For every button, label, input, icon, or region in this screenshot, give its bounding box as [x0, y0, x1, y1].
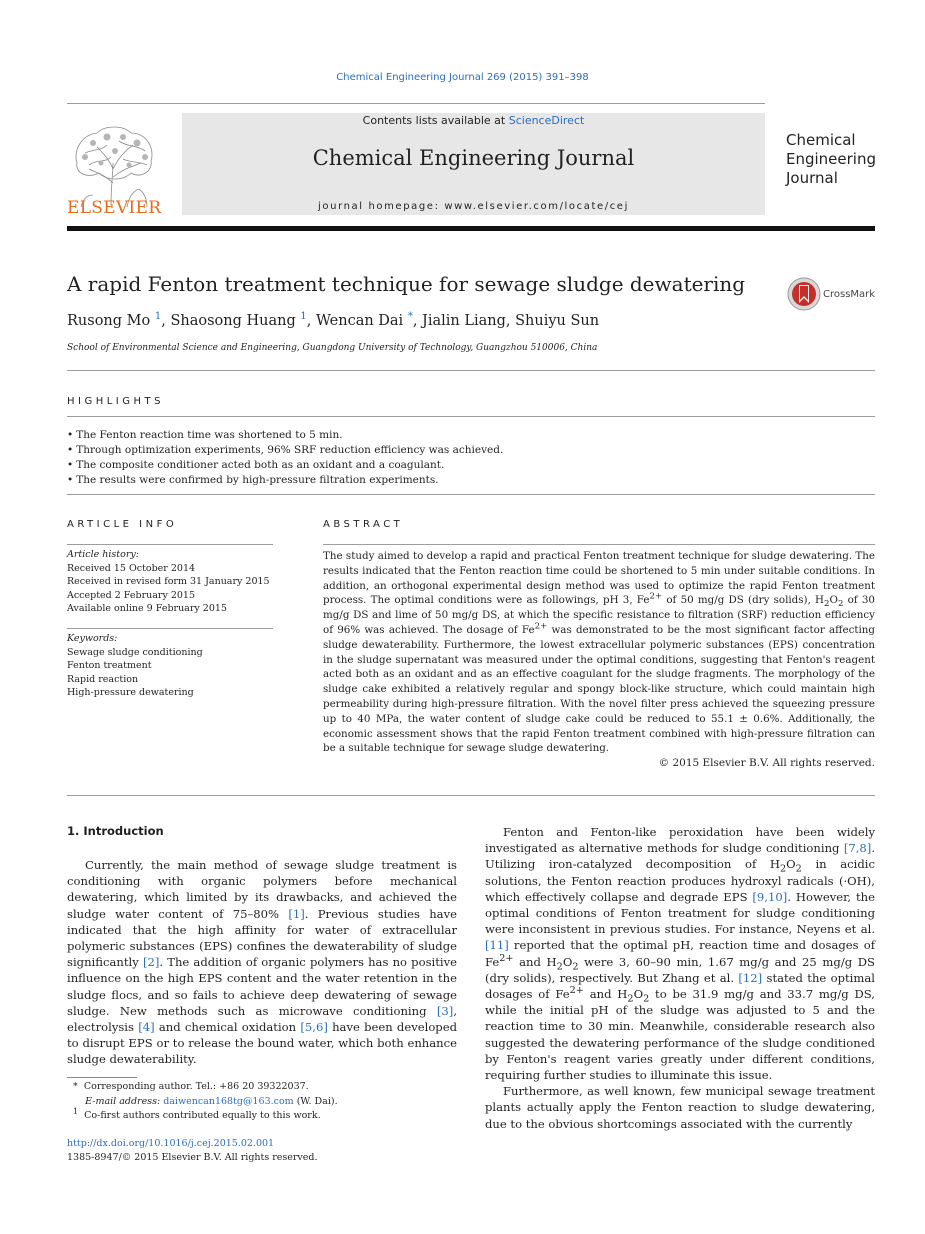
author-name: Jialin Liang [422, 313, 506, 329]
intro-text-run: were 3, 60–90 min, 1.67 mg/g and 25 mg/g DS (dry solids), respectively. But Zhang et al. [485, 954, 875, 985]
highlights-list [67, 428, 503, 488]
reference-link[interactable]: [11] [485, 938, 509, 953]
keyword: Rapid reaction [67, 673, 139, 685]
intro-text-run: to be 31.9 mg/g and 33.7 mg/g DS, while the initial pH of the sludge was adjusted to 5 and the reaction time to 30 min. Meanwhile, considerable research also suggested the dewatering performance of the sludge conditioned by Fenton's reagent varies greatly under different conditions, requiring further studies to illuminate this issue. [485, 987, 875, 1083]
footnote-divider [67, 1077, 137, 1078]
keywords [67, 632, 203, 700]
intro-text-run: have been developed to disrupt EPS or to release the bound water, which both enhance sludge dewaterability. [67, 1020, 458, 1067]
reference-link[interactable]: [3] [436, 1003, 454, 1018]
history-entry: Accepted 2 February 2015 [67, 589, 196, 601]
abstract-text-run: was demonstrated to be the most significant factor affecting sludge dewaterability. Furthermore, the lowest extracellular polymeric substances (EPS) concentration in the sludge supernatant was measured under the optimal conditions, suggesting that Fenton's reagent acted both as an oxidant and as an effective coagulant for the sludge fragments. The morphology of the sludge cake exhibited a relatively regular and spongy block-like structure, which could maintain high permeability during high-pressure filtration. With the novel filter press achieved the squeezing pressure up to 40 MPa, the water content of sludge cake could be reduced to 55.1 ± 0.6%. Additionally, the economic assessment shows that the rapid Fenton treatment combined with high-pressure filtration can be a suitable technique for sewage sludge dewatering. [323, 623, 875, 755]
author-name: Rusong Mo [67, 313, 151, 329]
introduction-paragraph: Furthermore, as well known, few municipal sewage treatment plants actually apply the Fenton reaction to sludge dewatering, due to the obvious shortcomings associated with the currently [485, 1084, 875, 1131]
article-info-heading: ARTICLE INFO [67, 519, 178, 530]
intro-text-run: . Previous studies have indicated that the high affinity for water of extracellular polymeric substances (EPS) confines the dewaterability of sludge significantly [67, 906, 457, 970]
section-divider [67, 795, 875, 796]
history-entry: Available online 9 February 2015 [67, 603, 227, 614]
footnote-mark: 1 [73, 1106, 79, 1116]
intro-text-run: O [633, 987, 644, 1002]
highlight-item: • Through optimization experiments, 96% SRF reduction efficiency was achieved. [67, 443, 503, 458]
keyword: Fenton treatment [67, 660, 152, 671]
abstract-text-run: of 30 mg/g DS and lime of 50 mg/g DS, at which the specific resistance to filtration (SRF) reduction efficiency of 96% was achieved. The dosage of Fe [323, 594, 875, 636]
journal-reference[interactable]: Chemical Engineering Journal 269 (2015) 391–398 [336, 72, 589, 83]
reference-link[interactable]: [4] [138, 1020, 155, 1035]
intro-text-run: and chemical oxidation [154, 1020, 301, 1035]
highlights-heading: HIGHLIGHTS [67, 396, 164, 407]
abstract-text-run: O [829, 594, 838, 607]
author-name: Shaosong Huang [170, 313, 296, 329]
reference-link[interactable]: [7,8] [843, 841, 872, 856]
subscript: 2 [572, 960, 579, 972]
intro-text-run: . The addition of organic polymers has no positive influence on the high EPS content and the water retention in the sludge flocs, and so fails to achieve deep dewatering of sewage sludge. New methods such as microwave conditioning [67, 955, 458, 1018]
article-title: A rapid Fenton treatment technique for sewage sludge dewatering [67, 272, 746, 296]
author-name: Shuiyu Sun [515, 313, 600, 329]
cover-title-line: Engineering [786, 150, 876, 168]
intro-text-run: stated the optimal dosages of Fe [485, 970, 875, 1002]
email-label: E-mail address: [85, 1095, 164, 1107]
keyword: Sewage sludge conditioning [67, 646, 203, 658]
subscript: 2 [795, 863, 802, 875]
abstract-body [323, 549, 875, 756]
doi-link[interactable]: http://dx.doi.org/10.1016/j.cej.2015.02.001 [67, 1138, 275, 1149]
highlight-item: • The composite conditioner acted both as an oxidant and a coagulant. [67, 458, 503, 473]
superscript: 2+ [569, 985, 584, 997]
email-link[interactable]: daiwencan168tg@163.com [163, 1095, 294, 1107]
reference-link[interactable]: [12] [738, 970, 763, 985]
header-thick-divider [67, 226, 875, 231]
footnote-text: Corresponding author. Tel.: +86 20 39322037. [83, 1081, 309, 1092]
affiliation: School of Environmental Science and Engineering, Guangdong University of Technology, Guangzhou 510006, China [67, 343, 598, 353]
abstract-text-run: of 50 mg/g DS (dry solids), H [662, 594, 825, 607]
top-divider [67, 103, 765, 104]
introduction-paragraph [67, 857, 457, 1068]
abstract-subscript: 2 [824, 599, 830, 610]
journal-cover-title [786, 131, 876, 188]
contents-line [182, 114, 765, 127]
section-divider [67, 370, 875, 371]
reference-link[interactable]: [9,10] [752, 889, 788, 904]
intro-text-run: Fenton and Fenton-like peroxidation have been widely investigated as alternative methods for sludge conditioning [485, 825, 875, 856]
abstract-heading: ABSTRACT [323, 519, 404, 530]
contents-prefix: Contents lists available at [362, 114, 509, 127]
intro-text-run: reported that the optimal pH, reaction time and dosages of Fe [485, 938, 875, 969]
intro-text-run: and H [583, 987, 628, 1002]
keywords-label: Keywords: [67, 633, 118, 644]
section-divider [67, 416, 875, 417]
intro-text-run: . Utilizing iron-catalyzed decomposition of H [485, 841, 875, 872]
footnote-cofirst [67, 1106, 338, 1124]
journal-homepage[interactable]: journal homepage: www.elsevier.com/locate/cej [318, 201, 629, 212]
article-history [67, 548, 270, 616]
doi-block [67, 1137, 318, 1165]
introduction-heading: 1. Introduction [67, 824, 164, 838]
intro-text-run: O [562, 954, 573, 969]
author-footnote-mark[interactable]: * [407, 311, 413, 323]
info-divider [67, 544, 273, 545]
footnotes [67, 1080, 338, 1124]
intro-text-run: . However, the optimal conditions of Fenton treatment for sludge conditioning were inconsistent in previous studies. For instance, Neyens et al. [485, 889, 875, 937]
journal-title: Chemical Engineering Journal [312, 146, 635, 170]
subscript: 2 [627, 993, 634, 1005]
author-list: Rusong Mo $^1$, Shaosong Huang $^1$, Wencan Dai *, Jialin Liang, Shuiyu Sun [67, 311, 600, 329]
footnote-email [67, 1095, 338, 1110]
footnote-text: Co-first authors contributed equally to this work. [84, 1110, 321, 1121]
history-label: Article history: [67, 549, 139, 560]
footnote-corresponding [67, 1080, 338, 1095]
abstract-text-run: The study aimed to develop a rapid and practical Fenton treatment technique for sludge dewatering. The results indicated that the Fenton reaction time could be shortened to 5 min under suitable conditions. In addition, an orthogonal experimental design method was used to optimize the rapid Fenton treatment process. The optimal conditions were as followings, pH 3, Fe [323, 550, 875, 607]
abstract-superscript: 2+ [534, 621, 548, 632]
intro-text-run: , electrolysis [67, 1003, 457, 1035]
keyword: High-pressure dewatering [67, 687, 194, 698]
introduction-right-column [485, 824, 875, 1132]
intro-text-run: and H [513, 954, 557, 969]
footnote-mark: * [73, 1081, 78, 1092]
author-name: Wencan Dai [315, 313, 404, 329]
crossmark-label[interactable]: CrossMark [823, 289, 876, 300]
history-entry: Received in revised form 31 January 2015 [67, 576, 270, 587]
author-footnote-mark[interactable]: 1 [154, 311, 162, 323]
subscript: 2 [556, 960, 563, 972]
copyright-notice: © 2015 Elsevier B.V. All rights reserved. [658, 757, 875, 769]
intro-text-run: Currently, the main method of sewage sludge treatment is conditioning with organic polymers before mechanical dewatering, which limited by its drawbacks, and achieved the sludge water content of 75–80% [67, 858, 457, 921]
issn-line: 1385-8947/© 2015 Elsevier B.V. All rights reserved. [67, 1152, 318, 1163]
publisher-wordmark: ELSEVIER [67, 198, 162, 218]
subscript: 2 [780, 863, 787, 875]
subscript: 2 [643, 993, 650, 1005]
reference-link[interactable]: [5,6] [300, 1020, 328, 1035]
superscript: 2+ [499, 952, 514, 964]
sciencedirect-link[interactable]: ScienceDirect [508, 114, 585, 127]
highlight-item: • The Fenton reaction time was shortened to 5 min. [67, 428, 503, 443]
highlight-item: • The results were confirmed by high-pressure filtration experiments. [67, 473, 503, 488]
email-suffix: (W. Dai). [293, 1095, 338, 1107]
cover-title-line: Journal [786, 169, 838, 187]
cover-title-line: Chemical [786, 131, 856, 149]
section-divider [67, 494, 875, 495]
author-footnote-mark[interactable]: 1 [300, 311, 307, 323]
intro-text-run: O [786, 857, 796, 872]
abstract-superscript: 2+ [649, 591, 663, 602]
reference-link[interactable]: [2] [142, 955, 160, 970]
introduction-paragraph [485, 824, 875, 1083]
abstract-divider [323, 544, 875, 545]
reference-link[interactable]: [1] [288, 906, 305, 921]
abstract-subscript: 2 [837, 599, 844, 610]
intro-text-run: in acidic solutions, the Fenton reaction produces hydroxyl radicals (·OH), which effectively collapse and degrade EPS [485, 857, 875, 904]
crossmark-icon[interactable] [787, 277, 821, 311]
history-entry: Received 15 October 2014 [67, 562, 196, 574]
info-divider [67, 628, 273, 629]
